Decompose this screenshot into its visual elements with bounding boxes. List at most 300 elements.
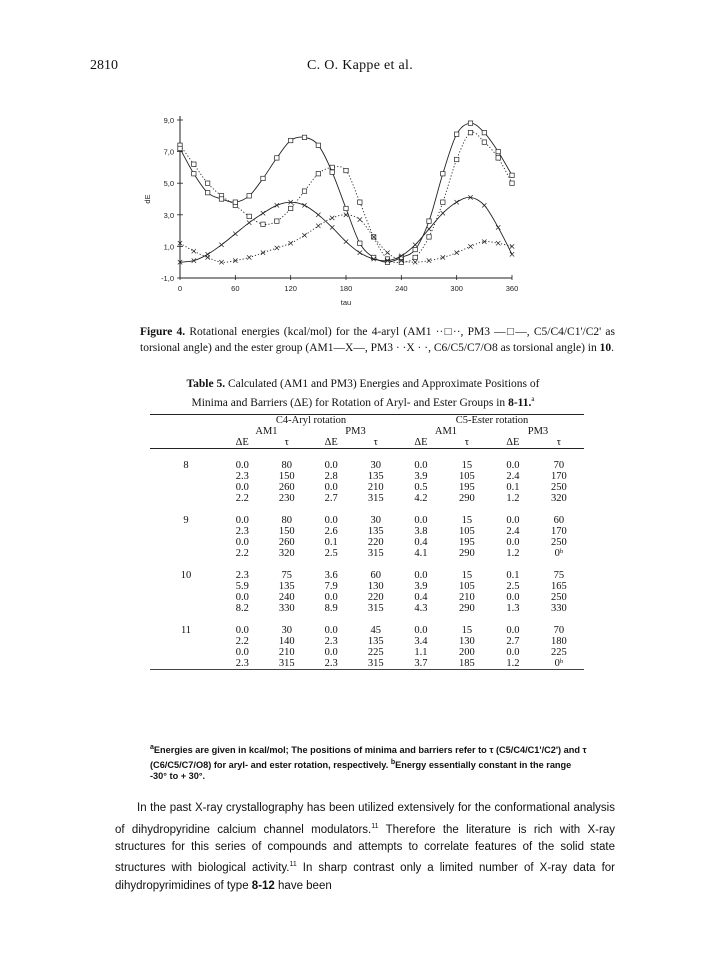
table-cell: 2.3	[311, 658, 352, 670]
table-row	[150, 581, 584, 592]
table-cell: 0.1	[506, 482, 520, 493]
data-point-x	[330, 216, 334, 220]
page-number: 2810	[90, 58, 118, 73]
table-cell: 210	[367, 482, 384, 493]
table-cell: 8.2	[235, 603, 249, 614]
column-header: τ	[352, 437, 401, 449]
data-point-x	[219, 260, 223, 264]
table-cell: 0.0	[506, 647, 520, 658]
figure-caption-end: .	[611, 341, 614, 354]
table-cell: 330	[551, 603, 567, 614]
table-cell: 220	[367, 592, 384, 603]
table-cell: 105	[459, 526, 475, 537]
table-cell: 1.2	[492, 658, 534, 670]
table-title-text: Calculated (AM1 and PM3) Energies and Approximate Positions of Minima and Barriers (ΔE) for Rotation of Aryl- and Ester Groups in	[191, 378, 540, 409]
header-ester-rotation: C5-Ester rotation	[400, 415, 584, 427]
data-point-x	[261, 211, 265, 215]
data-point-square	[288, 138, 292, 142]
table-cell: 315	[367, 603, 384, 614]
data-point-square	[316, 172, 320, 176]
data-point-square	[288, 206, 292, 210]
table-cell: 0.1	[506, 570, 520, 581]
table-cell: 0.0	[324, 625, 338, 636]
table-cell: 4.1	[414, 548, 428, 559]
row-spacer	[150, 449, 584, 461]
table-cell: 2.3	[235, 471, 249, 482]
footnote-b: Energy essentially constant in the range -30° to + 30°.	[150, 759, 572, 782]
table-row	[150, 471, 584, 482]
table-cell: 105	[459, 581, 475, 592]
footnote-a-mark: a	[150, 744, 154, 751]
table-cell: 70	[553, 460, 565, 471]
table-cell: 0.0	[414, 515, 428, 526]
table-cell: 1.2	[506, 493, 520, 504]
table-corner	[150, 437, 222, 449]
series-line-1	[180, 132, 512, 262]
table-cell: 2.5	[324, 548, 338, 559]
data-point-x	[441, 211, 445, 215]
table-cell: 3.6	[324, 570, 338, 581]
table-cell: 220	[367, 537, 384, 548]
table-cell: 60	[370, 570, 381, 581]
y-tick-label: 7,0	[163, 147, 174, 157]
table-cell: 0.0	[235, 625, 249, 636]
table-row	[150, 636, 584, 647]
table-row	[150, 625, 584, 636]
table-cell: 2.3	[222, 658, 263, 670]
table-cell: 3.9	[414, 581, 428, 592]
data-point-square	[358, 200, 362, 204]
data-point-square	[427, 235, 431, 239]
row-spacer	[150, 559, 584, 570]
footnote-a: Energies are given in kcal/mol; The positions of minima and barriers refer to τ (C5/C4/C1'/C2') and τ (C6/C5/C7/O8) for aryl- and ester rotation, respectively.	[150, 745, 587, 770]
data-point-x	[413, 260, 417, 264]
data-point-x	[344, 239, 348, 243]
table-cell: 0.0	[324, 460, 338, 471]
table-cell: 130	[459, 636, 475, 647]
table-cell: 260	[278, 537, 295, 548]
table-cell: 60	[553, 515, 565, 526]
data-point-square	[247, 194, 251, 198]
table-cell: 135	[278, 581, 295, 592]
table-cell: 230	[278, 493, 295, 504]
table-cell: 240	[278, 592, 295, 603]
data-point-square	[441, 200, 445, 204]
table-cell: 2.7	[506, 636, 520, 647]
table-cell: 80	[281, 460, 292, 471]
table-cell: 0.4	[414, 592, 428, 603]
table-cell: 15	[461, 570, 473, 581]
table-cell: 8.9	[324, 603, 338, 614]
data-point-square	[219, 197, 223, 201]
data-point-square	[510, 173, 514, 177]
table-cell: 315	[352, 658, 401, 670]
figure-label: Figure 4.	[140, 326, 186, 338]
header-method: AM1	[434, 426, 458, 437]
table-cell: 0.0	[324, 515, 338, 526]
body-paragraph	[115, 800, 615, 895]
footnote-b-mark: b	[390, 758, 396, 766]
y-tick-label: 3,0	[163, 210, 174, 220]
data-point-x	[247, 221, 251, 225]
compound-cell	[150, 537, 222, 548]
table-cell: 320	[278, 548, 295, 559]
table-cell: 0.0	[506, 537, 520, 548]
data-point-x	[510, 244, 514, 248]
table-cell: 0.0	[414, 460, 428, 471]
table-cell: 2.2	[235, 548, 249, 559]
table-row	[150, 482, 584, 493]
table-cell: 250	[551, 592, 567, 603]
table-cell: 225	[551, 647, 567, 658]
table-cell: 290	[459, 493, 475, 504]
x-tick-label: 0	[177, 284, 183, 293]
x-tick-label: 300	[450, 284, 463, 293]
table-cell: 105	[459, 471, 475, 482]
data-point-square	[330, 170, 334, 174]
header-aryl-rotation: C4-Aryl rotation	[222, 415, 400, 427]
citation-ref: 11	[289, 861, 297, 869]
table-cell: 0.0	[414, 570, 428, 581]
data-point-x	[233, 232, 237, 236]
data-point-square	[413, 247, 417, 251]
table-cell: 150	[278, 526, 295, 537]
compound-cell	[150, 603, 222, 614]
header-method: PM3	[345, 426, 366, 437]
table-cell: 185	[442, 658, 492, 670]
table-cell: 30	[281, 625, 292, 636]
table-cell: 0.0	[235, 482, 249, 493]
table-cell: 320	[551, 493, 567, 504]
column-header: ΔE	[400, 437, 442, 449]
table-cell: 1.2	[506, 548, 520, 559]
data-point-x	[468, 244, 472, 248]
data-point-x	[275, 246, 279, 250]
table-label: Table 5.	[186, 378, 226, 390]
compound-number: 11	[180, 625, 192, 636]
table-cell: 170	[551, 471, 567, 482]
table-cell: 80	[281, 515, 292, 526]
data-point-square	[510, 181, 514, 185]
table-cell: 15	[461, 515, 473, 526]
data-point-square	[427, 219, 431, 223]
data-point-square	[302, 135, 306, 139]
table-cell: 140	[278, 636, 295, 647]
table-cell: 3.7	[400, 658, 442, 670]
y-tick-label: 5,0	[163, 179, 174, 189]
table-row	[150, 603, 584, 614]
table-cell: 3.9	[414, 471, 428, 482]
body-sentence: have been	[274, 879, 332, 892]
data-point-square	[192, 162, 196, 166]
table-cell: 0.0	[235, 592, 249, 603]
data-point-x	[427, 227, 431, 231]
data-point-square	[233, 200, 237, 204]
row-spacer	[150, 504, 584, 515]
compound-cell	[150, 493, 222, 504]
data-point-x	[344, 213, 348, 217]
data-point-x	[454, 200, 458, 204]
data-point-square	[275, 219, 279, 223]
table-cell: 315	[367, 493, 384, 504]
data-point-x	[316, 213, 320, 217]
x-axis-label: tau	[340, 298, 352, 307]
table-cell: 0.5	[414, 482, 428, 493]
table-title-footnote-mark: a	[531, 395, 535, 403]
column-header: ΔE	[492, 437, 534, 449]
data-point-square	[454, 157, 458, 161]
body-sentence: In sharp contrast only a limited number of X-ray data for dihydropyrimidines of type	[115, 862, 615, 892]
table-cell: 135	[367, 526, 384, 537]
table-cell: 0.0	[414, 625, 428, 636]
data-point-square	[358, 241, 362, 245]
table-cell: 0.1	[324, 537, 338, 548]
data-point-x	[385, 251, 389, 255]
column-header: τ	[534, 437, 584, 449]
data-point-x	[219, 243, 223, 247]
table-cell: 0.0	[235, 460, 249, 471]
figure-4-chart	[140, 108, 540, 313]
data-point-x	[454, 251, 458, 255]
data-point-square	[316, 143, 320, 147]
table-row	[150, 493, 584, 504]
compound-cell	[150, 647, 222, 658]
running-head: C. O. Kappe et al.	[306, 58, 414, 73]
table-cell: 0.0	[324, 482, 338, 493]
table-row	[150, 526, 584, 537]
table-cell: 250	[551, 537, 567, 548]
table-cell: 0ᵇ	[534, 658, 584, 670]
y-tick-label: 1,0	[163, 242, 174, 252]
table-corner	[150, 415, 222, 427]
table-5	[150, 414, 584, 670]
data-point-square	[261, 222, 265, 226]
table-cell: 2.8	[324, 471, 338, 482]
table-cell: 0.0	[324, 592, 338, 603]
table-cell: 2.5	[506, 581, 520, 592]
compound-cell	[150, 482, 222, 493]
data-point-x	[205, 255, 209, 259]
table-cell: 15	[461, 625, 473, 636]
table-cell: 330	[278, 603, 295, 614]
table-corner	[150, 426, 222, 437]
row-spacer	[150, 614, 584, 625]
data-point-x	[427, 258, 431, 262]
table-row	[150, 515, 584, 526]
table-cell: 210	[459, 592, 475, 603]
compound-number: 9	[183, 515, 189, 526]
data-point-square	[205, 181, 209, 185]
table-cell: 130	[367, 581, 384, 592]
table-cell: 2.6	[324, 526, 338, 537]
table-cell: 315	[367, 548, 384, 559]
table-cell: 0.0	[235, 647, 249, 658]
table-cell: 195	[459, 537, 475, 548]
compound-cell	[150, 592, 222, 603]
table-cell: 290	[459, 548, 475, 559]
table-cell: 4.3	[414, 603, 428, 614]
data-point-square	[496, 149, 500, 153]
table-cell: 30	[370, 460, 381, 471]
table-cell: 135	[367, 636, 384, 647]
table-cell: 2.4	[506, 526, 520, 537]
data-point-x	[510, 252, 514, 256]
table-cell: 75	[281, 570, 292, 581]
table-cell: 290	[459, 603, 475, 614]
data-point-square	[178, 146, 182, 150]
table-row	[150, 647, 584, 658]
table-cell: 3.4	[414, 636, 428, 647]
data-point-x	[358, 251, 362, 255]
table-cell: 0.0	[506, 460, 520, 471]
data-point-x	[358, 217, 362, 221]
data-point-square	[468, 121, 472, 125]
data-point-x	[302, 203, 306, 207]
y-axis-label: dE	[143, 194, 152, 204]
table-caption	[168, 377, 558, 411]
x-tick-label: 360	[505, 284, 519, 293]
compound-cell	[150, 581, 222, 592]
data-point-square	[247, 214, 251, 218]
data-point-square	[302, 189, 306, 193]
citation-ref: 11	[371, 822, 379, 830]
table-cell: 150	[278, 471, 295, 482]
y-tick-label: 9,0	[163, 116, 174, 125]
column-header: τ	[263, 437, 311, 449]
table-cell: 260	[278, 482, 295, 493]
data-point-x	[192, 249, 196, 253]
column-header: ΔE	[222, 437, 263, 449]
table-title-compounds: 8-11.	[508, 396, 532, 409]
table-cell: 0ᵇ	[554, 548, 564, 559]
table-cell: 195	[459, 482, 475, 493]
table-cell: 0.0	[506, 592, 520, 603]
table-cell: 250	[551, 482, 567, 493]
x-tick-label: 60	[231, 284, 240, 293]
data-point-x	[261, 251, 265, 255]
data-point-square	[441, 172, 445, 176]
table-cell: 165	[551, 581, 567, 592]
table-row	[150, 537, 584, 548]
data-point-x	[302, 233, 306, 237]
table-footnotes	[150, 742, 590, 783]
table-cell: 0.0	[506, 625, 520, 636]
table-cell: 0.0	[506, 515, 520, 526]
x-tick-label: 240	[395, 284, 408, 293]
compound-number: 8	[183, 460, 189, 471]
table-cell: 180	[551, 636, 567, 647]
header-method: AM1	[255, 426, 278, 437]
data-point-x	[496, 241, 500, 245]
column-header: τ	[442, 437, 492, 449]
data-point-x	[275, 203, 279, 207]
table-cell: 70	[553, 625, 565, 636]
data-point-square	[413, 255, 417, 259]
figure-caption	[140, 325, 615, 356]
data-point-square	[192, 172, 196, 176]
table-cell: 45	[370, 625, 381, 636]
data-point-square	[454, 132, 458, 136]
compound-ref: 8-12	[251, 879, 275, 892]
table-cell: 5.9	[235, 581, 249, 592]
table-cell: 2.3	[324, 636, 338, 647]
data-point-square	[482, 130, 486, 134]
table-cell: 2.2	[235, 636, 249, 647]
data-point-square	[261, 176, 265, 180]
table-cell: 315	[263, 658, 311, 670]
data-point-square	[344, 206, 348, 210]
table-cell: 200	[459, 647, 475, 658]
table-cell: 1.1	[414, 647, 428, 658]
table-cell: 225	[367, 647, 384, 658]
compound-cell	[150, 526, 222, 537]
energy-chart-svg	[140, 108, 540, 313]
table-cell: 75	[553, 570, 565, 581]
data-point-square	[482, 140, 486, 144]
data-point-x	[330, 225, 334, 229]
column-header: ΔE	[311, 437, 352, 449]
table-cell: 15	[461, 460, 473, 471]
table-row	[150, 592, 584, 603]
data-point-square	[496, 156, 500, 160]
data-point-x	[288, 241, 292, 245]
table-row	[150, 460, 584, 471]
table-cell: 170	[551, 526, 567, 537]
table-cell: 3.8	[414, 526, 428, 537]
table-cell: 7.9	[324, 581, 338, 592]
table-cell: 4.2	[414, 493, 428, 504]
table-cell: 2.3	[235, 570, 249, 581]
table-cell: 0.0	[235, 537, 249, 548]
compound-cell	[150, 658, 222, 670]
compound-cell	[150, 636, 222, 647]
data-point-square	[344, 168, 348, 172]
data-point-x	[496, 225, 500, 229]
table-cell: 2.4	[506, 471, 520, 482]
table-cell: 1.3	[506, 603, 520, 614]
table-cell: 135	[367, 471, 384, 482]
y-tick-label: -1,0	[161, 274, 174, 283]
x-tick-label: 180	[339, 284, 353, 293]
table-row	[150, 548, 584, 559]
body-sentence: Therefore the literature is rich with X-ray structures for this series of compounds and attempts to correlate features of the solid state structures with biological activity.	[115, 823, 615, 875]
data-point-square	[275, 156, 279, 160]
table-row	[150, 658, 584, 670]
data-point-square	[468, 130, 472, 134]
data-point-x	[413, 243, 417, 247]
compound-number: 10	[180, 570, 192, 581]
table-cell: 0.0	[235, 515, 249, 526]
figure-caption-compound: 10	[599, 341, 612, 354]
compound-cell	[150, 548, 222, 559]
x-tick-label: 120	[284, 284, 297, 293]
figure-caption-text: Rotational energies (kcal/mol) for the 4-aryl (AM1 ··□··, PM3 —□—, C5/C4/C1'/C2' as torsional angle) and the ester group (AM1—X—, PM3 · ·X · ·, C6/C5/C7/O8 as torsional angle) in	[140, 326, 616, 354]
table-cell: 0.0	[324, 647, 338, 658]
table-cell: 2.3	[235, 526, 249, 537]
header-method: PM3	[527, 426, 549, 437]
body-sentence: In the past X-ray crystallography has been utilized extensively for the conformational analysis of dihydropyridine calcium channel modulators.	[115, 802, 615, 836]
table-cell: 30	[370, 515, 381, 526]
compound-cell	[150, 471, 222, 482]
data-point-x	[316, 224, 320, 228]
data-point-x	[482, 203, 486, 207]
table-cell: 2.2	[235, 493, 249, 504]
table-cell: 2.7	[324, 493, 338, 504]
data-point-square	[205, 190, 209, 194]
energy-table	[150, 414, 584, 670]
table-row	[150, 570, 584, 581]
table-cell: 210	[278, 647, 295, 658]
